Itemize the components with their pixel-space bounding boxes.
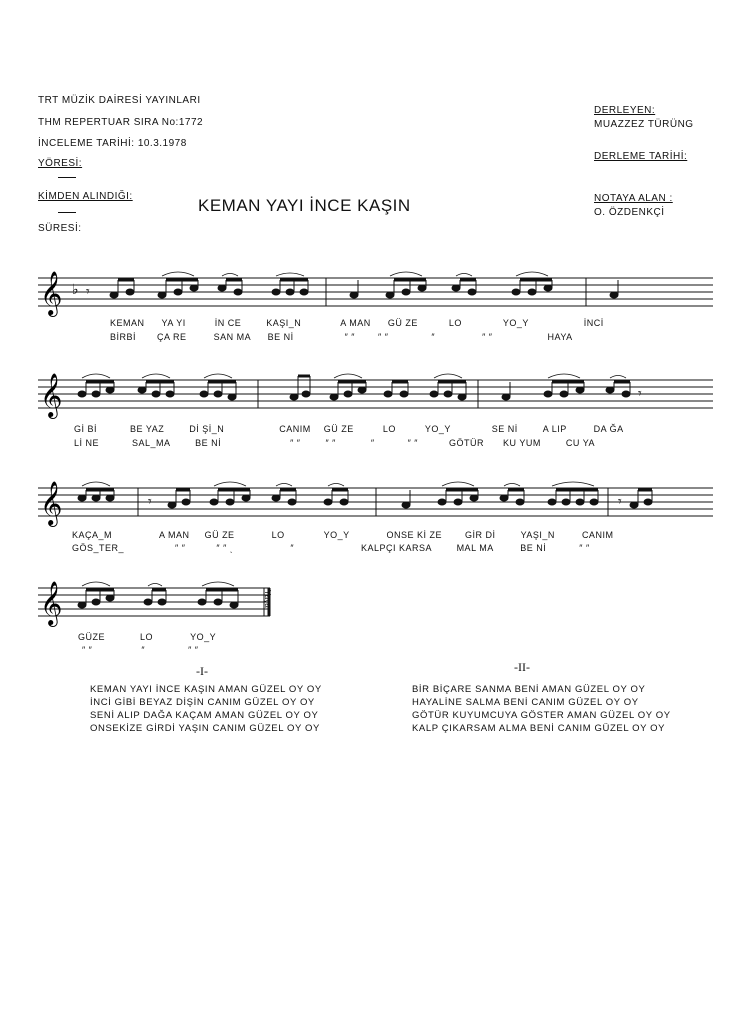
syllable: Lİ NE [74, 438, 100, 448]
syllable: ″ ″ [378, 332, 389, 342]
syllable: A MAN [159, 530, 190, 540]
source-value-dash [58, 212, 76, 213]
syllable: ″ [431, 332, 436, 342]
end-label: Yaya [263, 590, 272, 608]
syllable: YO_Y [502, 318, 529, 328]
syllable: GÖS_TER_ [72, 543, 125, 553]
note-group [110, 280, 618, 298]
flat-icon: ♭ [72, 282, 79, 298]
lyrics-staff-1-line-1 [110, 318, 604, 328]
repertoire-number: THM REPERTUAR SIRA No:1772 [38, 117, 204, 128]
syllable: ″ ″ [407, 438, 418, 448]
syllable: ″ ″ [290, 438, 301, 448]
rest-icon: 𝄾 [638, 386, 642, 402]
treble-clef-icon: 𝄞 [40, 271, 63, 315]
verse-line: ONSEKİZE GİRDİ YAŞIN CANIM GÜZEL OY OY [90, 723, 320, 734]
syllable: ″ [370, 438, 375, 448]
syllable: SE Nİ [491, 424, 518, 434]
region-value-dash [58, 177, 76, 178]
syllable: CANIM [279, 424, 311, 434]
syllable: KALPÇI KARSA [361, 543, 432, 553]
syllable: ″ ″ [344, 332, 355, 342]
note-group [78, 490, 652, 508]
syllable: ″ ″ [175, 543, 186, 553]
syllable: KAŞI_N [266, 318, 302, 328]
syllable: LO [448, 318, 462, 328]
note-group [78, 590, 238, 608]
source-label: KİMDEN ALINDIĞI: [38, 191, 133, 202]
notation-label: NOTAYA ALAN : [594, 193, 673, 204]
music-staff-2 [38, 370, 713, 420]
syllable: GÜ ZE [204, 530, 235, 540]
syllable: A LIP [542, 424, 567, 434]
lyrics-staff-2-line-2 [74, 438, 595, 448]
syllable: YO_Y [323, 530, 350, 540]
compiler-label: DERLEYEN: [594, 105, 656, 116]
notation-name: O. ÖZDENKÇİ [594, 207, 665, 218]
lyrics-staff-3-line-2 [72, 543, 590, 553]
syllable: GİR Dİ [465, 530, 496, 540]
verse-line: BİR BİÇARE SANMA BENİ AMAN GÜZEL OY OY [412, 684, 646, 695]
rest-icon: 𝄾 [148, 494, 152, 510]
syllable: BE Nİ [520, 543, 547, 553]
syllable: GÜZE [78, 632, 106, 642]
syllable: LO [271, 530, 285, 540]
syllable: BE Nİ [267, 332, 294, 342]
syllable: ″ ″ [82, 645, 93, 655]
syllable: SAL_MA [132, 438, 171, 448]
syllable: Dİ Şİ_N [189, 424, 225, 434]
syllable: CU YA [565, 438, 596, 448]
verse-line: GÖTÜR KUYUMCUYA GÖSTER AMAN GÜZEL OY OY [412, 710, 671, 721]
syllable: İN CE [214, 318, 242, 328]
verse-line: HAYALİNE SALMA BENİ CANIM GÜZEL OY OY [412, 697, 639, 708]
syllable: KU YUM [503, 438, 541, 448]
rest-icon: 𝄾 [618, 494, 622, 510]
region-label: YÖRESİ: [38, 158, 83, 169]
treble-clef-icon: 𝄞 [40, 373, 63, 417]
treble-clef-icon: 𝄞 [40, 481, 63, 525]
syllable: BE Nİ [195, 438, 222, 448]
verse-2 [412, 683, 671, 735]
lyrics-staff-4-line-1 [78, 632, 216, 642]
syllable: MAL MA [456, 543, 494, 553]
syllable: GÜ ZE [323, 424, 354, 434]
verse-line: KEMAN YAYI İNCE KAŞIN AMAN GÜZEL OY OY [90, 684, 322, 695]
music-staff-3 [38, 478, 713, 528]
verse-1-numeral: -I- [196, 664, 208, 678]
syllable: YO_Y [190, 632, 217, 642]
syllable: ″ [290, 543, 294, 553]
compiler-name: MUAZZEZ TÜRÜNG [594, 119, 694, 130]
lyrics-staff-1-line-2 [110, 332, 573, 342]
syllable: GÜ ZE [387, 318, 418, 328]
verse-line: KALP ÇIKARSAM ALMA BENİ CANIM GÜZEL OY OY [412, 723, 666, 734]
syllable: BE YAZ [130, 424, 165, 434]
verse-1 [90, 683, 322, 735]
syllable: KAÇA_M [72, 530, 113, 540]
syllable: Gİ Bİ [74, 424, 98, 434]
syllable: CANIM [581, 530, 614, 540]
syllable: DA ĞA [593, 424, 624, 434]
syllable: LO [140, 632, 154, 642]
verse-2-numeral: -II- [514, 660, 530, 674]
lyrics-staff-4-line-2 [82, 645, 198, 655]
syllable: GÖTÜR [448, 438, 484, 448]
syllable: İNCİ [583, 318, 604, 328]
syllable: A MAN [340, 318, 371, 328]
music-staff-1 [38, 268, 713, 318]
duration-label: SÜRESİ: [38, 223, 82, 234]
syllable: ÇA RE [157, 332, 187, 342]
music-staff-4 [38, 578, 288, 628]
syllable: ″ ″ ˎ [216, 543, 234, 553]
publisher-text: TRT MÜZİK DAİRESİ YAYINLARI [38, 95, 201, 106]
syllable: LO [382, 424, 396, 434]
syllable: ″ [141, 645, 146, 655]
syllable: ″ ″ [579, 543, 590, 553]
syllable: SAN MA [213, 332, 251, 342]
syllable: ″ ″ [325, 438, 336, 448]
compile-date-label: DERLEME TARİHİ: [594, 151, 688, 162]
treble-clef-icon: 𝄞 [40, 581, 63, 625]
review-date: İNCELEME TARİHİ: 10.3.1978 [38, 138, 187, 149]
syllable: ″ ″ [482, 332, 493, 342]
song-title: KEMAN YAYI İNCE KAŞIN [198, 196, 411, 215]
verse-line: İNCİ GİBİ BEYAZ DİŞİN CANIM GÜZEL OY OY [90, 697, 315, 708]
syllable: HAYA [547, 332, 573, 342]
syllable: YAŞI_N [520, 530, 555, 540]
rest-icon: 𝄾 [86, 284, 90, 300]
syllable: BİRBİ [110, 332, 137, 342]
verse-line: SENİ ALIP DAĞA KAÇAM AMAN GÜZEL OY OY [90, 710, 319, 721]
lyrics-staff-2-line-1 [74, 424, 624, 434]
syllable: ONSE Kİ ZE [386, 530, 443, 540]
syllable: KEMAN [110, 318, 145, 328]
syllable: YA YI [161, 318, 186, 328]
lyrics-staff-3-line-1 [72, 530, 613, 540]
syllable: ″ ″ [188, 645, 199, 655]
syllable: YO_Y [424, 424, 451, 434]
